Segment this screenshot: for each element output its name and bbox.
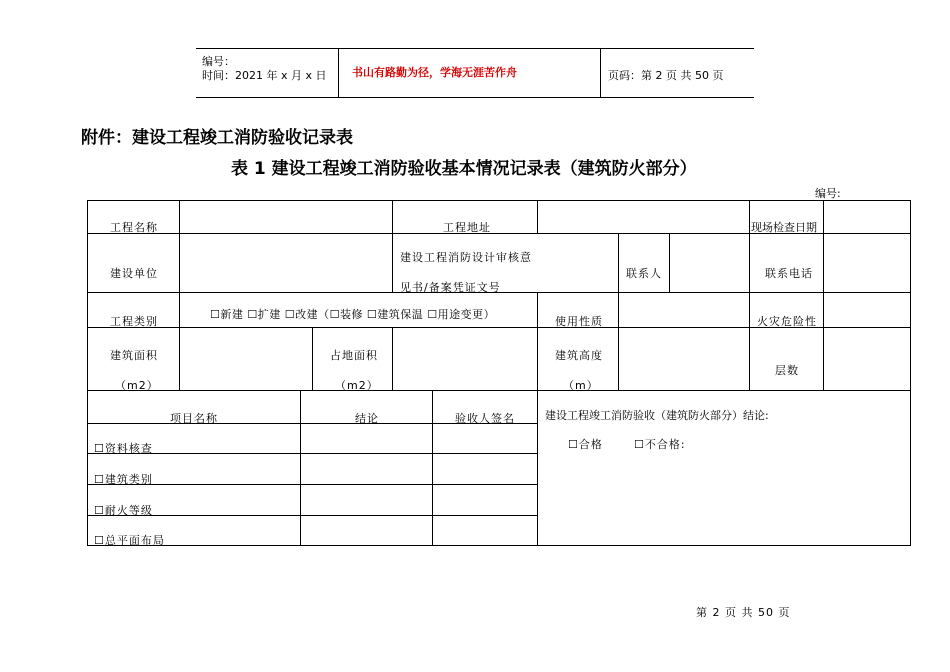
building-area-unit: （m2） <box>115 379 159 392</box>
floors-label: 层数 <box>775 364 799 377</box>
list-item: ☐总平面布局 <box>94 534 165 547</box>
conclusion-title: 建设工程竣工消防验收（建筑防火部分）结论: <box>545 409 769 422</box>
inspection-date-label: 现场检查日期 <box>751 221 817 234</box>
type-options: ☐新建 ☐扩建 ☐改建（☐装修 ☐建筑保温 ☐用途变更） <box>210 308 496 321</box>
header-divider <box>338 49 339 97</box>
motto-text: 书山有路勤为径，学海无涯苦作舟 <box>352 66 517 79</box>
items-header-result: 结论 <box>355 412 379 425</box>
project-name-label: 工程名称 <box>110 221 158 234</box>
conclusion-fail: ☐不合格: <box>634 438 686 451</box>
page-code: 页码：第 2 页 共 50 页 <box>608 69 724 82</box>
fire-risk-label: 火灾危险性 <box>757 315 817 328</box>
phone-label: 联系电话 <box>765 267 813 280</box>
page-footer: 第 2 页 共 50 页 <box>696 606 791 619</box>
items-header-signature: 验收人签名 <box>455 412 515 425</box>
land-area-unit: （m2） <box>335 379 379 392</box>
land-area-label: 占地面积 <box>330 349 378 362</box>
header-box <box>196 48 754 98</box>
list-item: ☐资料核查 <box>94 442 153 455</box>
header-divider <box>600 49 601 97</box>
attachment-title: 附件：建设工程竣工消防验收记录表 <box>81 128 353 148</box>
review-doc-label-line2: 见书/备案凭证文号 <box>400 281 501 294</box>
list-item: ☐耐火等级 <box>94 504 153 517</box>
serial-no-label: 编号: <box>815 187 841 200</box>
contact-label: 联系人 <box>626 267 662 280</box>
building-height-label: 建筑高度 <box>555 349 603 362</box>
building-height-unit: （m） <box>563 379 599 392</box>
list-item: ☐建筑类别 <box>94 473 153 486</box>
usage-label: 使用性质 <box>555 315 603 328</box>
items-header-name: 项目名称 <box>170 412 218 425</box>
review-doc-label-line1: 建设工程消防设计审核意 <box>400 251 532 264</box>
time-label: 时间：2021 年 x 月 x 日 <box>202 69 327 82</box>
serial-label: 编号： <box>202 55 235 68</box>
building-area-label: 建筑面积 <box>110 349 158 362</box>
conclusion-pass: ☐合格 <box>568 438 603 451</box>
table-title: 表 1 建设工程竣工消防验收基本情况记录表（建筑防火部分） <box>231 159 697 179</box>
project-address-label: 工程地址 <box>443 221 491 234</box>
project-type-label: 工程类别 <box>110 315 158 328</box>
construction-unit-label: 建设单位 <box>110 267 158 280</box>
